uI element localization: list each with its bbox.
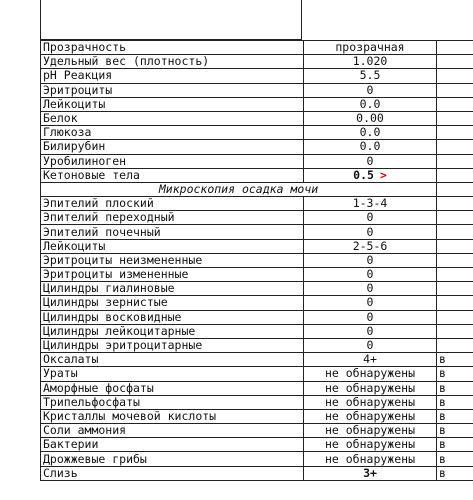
note-cell: в — [437, 381, 473, 395]
table-row — [41, 111, 473, 125]
table-row — [41, 424, 473, 438]
table-row — [41, 296, 473, 310]
test-name: Бактерии — [41, 438, 304, 452]
test-value-cell — [304, 338, 437, 352]
results-table — [40, 40, 473, 481]
test-name: Эпителий переходный — [41, 211, 304, 225]
note-cell — [437, 296, 473, 310]
test-value: не обнаружены — [324, 395, 415, 409]
test-value: не обнаружены — [324, 381, 415, 395]
note-cell — [437, 338, 473, 352]
test-value: не обнаружены — [324, 423, 415, 438]
test-name: Белок — [41, 111, 304, 125]
test-value-cell — [304, 239, 437, 253]
test-value: не обнаружены — [324, 437, 415, 452]
test-value: 0 — [366, 253, 374, 267]
table-row — [41, 197, 473, 211]
test-value-cell — [304, 140, 437, 154]
abnormal-flag-icon: > — [379, 168, 387, 182]
table-row — [41, 253, 473, 267]
test-name: Кристаллы мочевой кислоты — [41, 409, 304, 423]
note-cell — [437, 225, 473, 239]
table-row — [41, 168, 473, 182]
table-row — [41, 83, 473, 97]
table-row — [41, 409, 473, 423]
test-value-cell — [304, 126, 437, 140]
test-value: 0 — [366, 154, 374, 168]
note-cell — [437, 168, 473, 182]
test-name: Эпителий плоский — [41, 197, 304, 211]
test-value-cell — [304, 225, 437, 239]
test-value-cell — [304, 296, 437, 310]
table-row — [41, 211, 473, 225]
note-cell — [437, 253, 473, 267]
test-value: 5.5 — [359, 68, 381, 83]
note-cell — [437, 55, 473, 69]
test-name: Трипельфосфаты — [41, 395, 304, 409]
test-value: 0.0 — [359, 139, 381, 154]
test-value-cell — [304, 381, 437, 395]
note-cell — [437, 140, 473, 154]
test-value: 0.0 — [359, 97, 381, 111]
test-value: 0 — [366, 210, 374, 225]
test-value: 2-5-6 — [352, 239, 388, 253]
test-value: 4+ — [363, 352, 377, 367]
note-cell — [437, 126, 473, 140]
test-value: не обнаружены — [324, 409, 415, 423]
test-name: pH Реакция — [41, 69, 304, 83]
test-name: Лейкоциты — [41, 239, 304, 253]
test-value-cell — [304, 409, 437, 423]
table-row — [41, 367, 473, 381]
test-value: 0 — [366, 338, 374, 353]
note-cell — [437, 154, 473, 168]
test-value-cell — [304, 452, 437, 466]
test-name: Лейкоциты — [41, 97, 304, 111]
test-value: 0 — [366, 310, 374, 324]
test-value: не обнаружены — [324, 451, 415, 466]
test-value-cell — [304, 310, 437, 324]
test-value-cell — [304, 324, 437, 338]
note-cell — [437, 310, 473, 324]
test-value-cell — [304, 69, 437, 83]
note-cell — [437, 41, 473, 55]
note-cell — [437, 111, 473, 125]
test-name: Глюкоза — [41, 126, 304, 140]
test-value-cell — [304, 367, 437, 381]
test-value: 0 — [366, 281, 374, 296]
note-cell — [437, 211, 473, 225]
test-value: 0 — [366, 224, 374, 239]
test-value: 0 — [366, 83, 374, 97]
test-name: Удельный вес (плотность) — [41, 55, 304, 69]
test-name: Оксалаты — [41, 353, 304, 367]
test-name: Эритроциты — [41, 83, 304, 97]
test-value-cell — [304, 466, 437, 480]
table-row — [41, 324, 473, 338]
test-value-cell — [304, 97, 437, 111]
note-cell: в — [437, 367, 473, 381]
test-value-cell — [304, 154, 437, 168]
table-row — [41, 466, 473, 480]
test-value: 3+ — [363, 466, 377, 480]
test-name: Уробилиноген — [41, 154, 304, 168]
note-cell — [437, 239, 473, 253]
test-name: Эритроциты измененные — [41, 268, 304, 282]
note-cell: в — [437, 424, 473, 438]
test-value-cell — [304, 55, 437, 69]
note-cell — [437, 324, 473, 338]
test-value: 1-3-4 — [352, 196, 388, 211]
section-title: Микроскопия осадка мочи — [41, 182, 437, 196]
table-row — [41, 310, 473, 324]
test-value: 0 — [366, 295, 374, 310]
test-name: Прозрачность — [41, 41, 304, 55]
note-cell — [437, 182, 473, 196]
test-value-cell — [304, 395, 437, 409]
test-value-cell — [304, 111, 437, 125]
test-name: Кетоновые тела — [41, 168, 304, 182]
table-row — [41, 239, 473, 253]
table-row — [41, 97, 473, 111]
table-row — [41, 438, 473, 452]
note-cell — [437, 268, 473, 282]
note-cell: в — [437, 395, 473, 409]
test-value-cell — [304, 282, 437, 296]
test-name: Цилиндры лейкоцитарные — [41, 324, 304, 338]
test-value-cell — [304, 424, 437, 438]
table-row — [41, 395, 473, 409]
test-value-cell — [304, 253, 437, 267]
note-cell — [437, 83, 473, 97]
table-row — [41, 140, 473, 154]
test-value-cell — [304, 353, 437, 367]
note-cell — [437, 97, 473, 111]
table-row — [41, 353, 473, 367]
note-cell: в — [437, 466, 473, 480]
test-name: Цилиндры зернистые — [41, 296, 304, 310]
test-value: 0 — [366, 267, 374, 282]
test-name: Цилиндры эритроцитарные — [41, 338, 304, 352]
note-cell: в — [437, 353, 473, 367]
test-value: 1.020 — [352, 54, 388, 69]
test-value-cell — [304, 211, 437, 225]
test-value-cell — [304, 268, 437, 282]
test-name: Эритроциты неизмененные — [41, 253, 304, 267]
test-value: не обнаружены — [324, 366, 415, 381]
note-cell — [437, 282, 473, 296]
test-name: Слизь — [41, 466, 304, 480]
table-row — [41, 225, 473, 239]
section-row — [41, 182, 473, 196]
header-box — [40, 0, 302, 40]
test-value-cell — [304, 197, 437, 211]
test-name: Билирубин — [41, 140, 304, 154]
table-row — [41, 69, 473, 83]
test-name: Дрожжевые грибы — [41, 452, 304, 466]
note-cell — [437, 69, 473, 83]
table-row — [41, 126, 473, 140]
note-cell: в — [437, 409, 473, 423]
test-name: Ураты — [41, 367, 304, 381]
test-value: прозрачная — [335, 40, 405, 55]
test-name: Соли аммония — [41, 424, 304, 438]
table-row — [41, 338, 473, 352]
table-row — [41, 41, 473, 55]
test-value: 0.00 — [356, 111, 384, 126]
test-name: Эпителий почечный — [41, 225, 304, 239]
note-cell: в — [437, 452, 473, 466]
results-table-body — [41, 41, 473, 481]
test-value-cell — [304, 41, 437, 55]
table-row — [41, 282, 473, 296]
test-name: Аморфные фосфаты — [41, 381, 304, 395]
test-value-cell — [304, 83, 437, 97]
test-value: 0.0 — [359, 125, 381, 140]
table-row — [41, 154, 473, 168]
test-value: 0 — [366, 324, 374, 338]
test-value-cell — [304, 438, 437, 452]
test-value: 0.5 — [353, 168, 374, 182]
table-row — [41, 268, 473, 282]
table-row — [41, 381, 473, 395]
table-row — [41, 452, 473, 466]
test-name: Цилиндры гиалиновые — [41, 282, 304, 296]
note-cell — [437, 197, 473, 211]
note-cell: в — [437, 438, 473, 452]
test-name: Цилиндры восковидные — [41, 310, 304, 324]
test-value-cell — [304, 168, 437, 182]
table-row — [41, 55, 473, 69]
